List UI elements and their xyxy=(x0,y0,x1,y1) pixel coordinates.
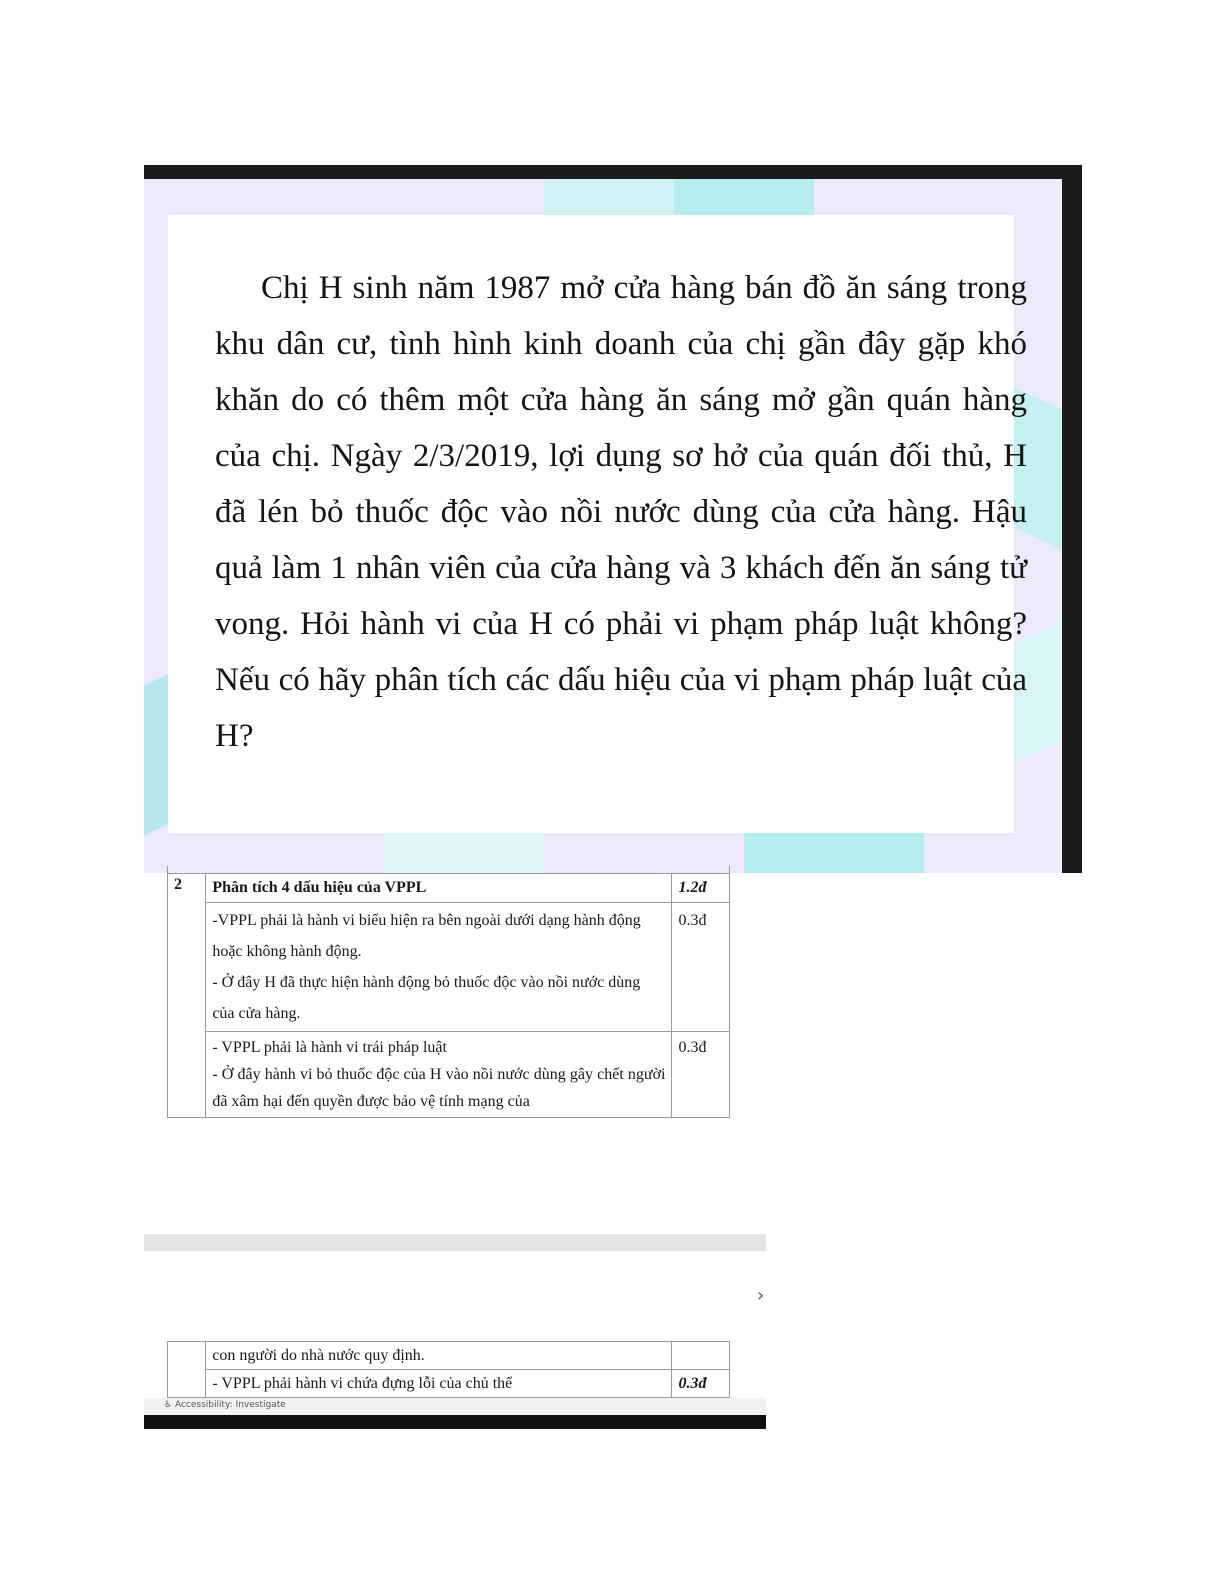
criterion-cell xyxy=(206,903,672,1032)
slide-background xyxy=(144,179,1062,873)
decor-shape xyxy=(544,179,674,219)
row-number-cell xyxy=(168,1342,206,1398)
accessibility-icon: ♿ xyxy=(164,1400,173,1410)
criterion-cell xyxy=(206,1032,672,1118)
criterion-text: - VPPL phải là hành vi trái pháp luật xyxy=(212,1039,447,1056)
answer-table-part2 xyxy=(167,1341,730,1398)
accessibility-status[interactable] xyxy=(164,1400,286,1410)
criterion-text: -VPPL phải là hành vi biểu hiện ra bên ngoài dưới dạng hành động hoặc không hành động. xyxy=(212,912,641,960)
slide-screenshot xyxy=(144,165,1082,873)
row-number: 2 xyxy=(168,874,206,1118)
taskbar-edge xyxy=(144,1415,766,1429)
table-row xyxy=(168,1342,730,1370)
decor-shape xyxy=(664,179,814,219)
criterion-score: 0.3đ xyxy=(672,903,730,1032)
section-heading: Phân tích 4 dấu hiệu của VPPL xyxy=(206,874,672,903)
criterion-explanation: - Ở đây H đã thực hiện hành động bỏ thuốc độc vào nồi nước dùng của cửa hàng. xyxy=(212,974,641,1022)
criterion-score: 0.3đ xyxy=(672,1032,730,1118)
table-row xyxy=(168,903,730,1032)
criterion-score: 0.3đ xyxy=(672,1370,730,1398)
criterion-explanation: - Ở đây hành vi bỏ thuốc độc của H vào nồi nước dùng gây chết người đã xâm hại đến quyền được bảo vệ tính mạng của xyxy=(212,1066,666,1110)
empty-score-cell xyxy=(672,1342,730,1370)
slide-question-text: Chị H sinh năm 1987 mở cửa hàng bán đồ ăn sáng trong khu dân cư, tình hình kinh doanh của chị gần đây gặp khó khăn do có thêm một cửa hàng ăn sáng mở gần quán hàng của chị. Ngày 2/3/2019, lợi dụng sơ hở của quán đối thủ, H đã lén bỏ thuốc độc vào nồi nước dùng của cửa hàng. Hậu quả làm 1 nhân viên của cửa hàng và 3 khách đến ăn sáng tử vong. Hỏi hành vi của H có phải vi phạm pháp luật không? Nếu có hãy phân tích các dấu hiệu của vi phạm pháp luật của H? xyxy=(215,270,1027,754)
toolbar-strip xyxy=(144,1234,766,1251)
table-row xyxy=(168,1370,730,1398)
table-row xyxy=(168,1032,730,1118)
table-header-row xyxy=(168,874,730,903)
criterion-text: - VPPL phải hành vi chứa đựng lỗi của chủ thể xyxy=(206,1370,672,1398)
criterion-continuation: con người do nhà nước quy định. xyxy=(206,1342,672,1370)
section-score: 1.2đ xyxy=(672,874,730,903)
decor-shape xyxy=(744,829,924,873)
chevron-right-icon[interactable]: › xyxy=(757,1285,765,1306)
status-bar xyxy=(144,1398,766,1415)
accessibility-label: Accessibility: Investigate xyxy=(174,1400,286,1410)
slide-text-panel xyxy=(168,215,1027,833)
answer-table-part1 xyxy=(167,873,730,1118)
